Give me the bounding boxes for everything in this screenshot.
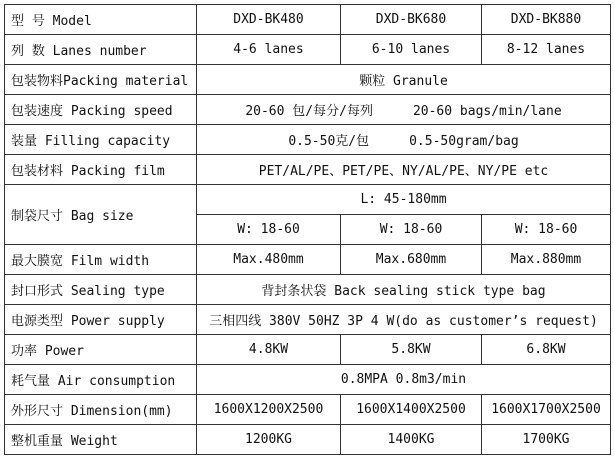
filling-value xyxy=(197,125,611,155)
power-3: 6.8KW xyxy=(482,335,611,365)
model-1: DXD-BK480 xyxy=(197,5,341,35)
label-sealing: 封口形式 Sealing type xyxy=(5,275,197,305)
label-model: 型 号 Model xyxy=(5,5,197,35)
row-power-supply xyxy=(5,305,611,335)
row-sealing xyxy=(5,275,611,305)
dimension-3: 1600X1700X2500 xyxy=(482,395,611,425)
row-film-width xyxy=(5,245,611,275)
row-filling xyxy=(5,125,611,155)
label-power-supply: 电源类型 Power supply xyxy=(5,305,197,335)
label-weight: 整机重量 Weight xyxy=(5,425,197,455)
row-bag-length xyxy=(5,185,611,215)
row-dimension xyxy=(5,395,611,425)
row-power xyxy=(5,335,611,365)
lanes-3: 8-12 lanes xyxy=(482,35,611,65)
label-bag: 制袋尺寸 Bag size xyxy=(5,185,197,245)
power-2: 5.8KW xyxy=(341,335,482,365)
filling-value-cn: 0.5-50克/包 xyxy=(288,134,370,149)
label-material: 包装物料Packing material xyxy=(5,65,197,95)
filling-value-en: 0.5-50gram/bag xyxy=(409,134,519,149)
dimension-2: 1600X1400X2500 xyxy=(341,395,482,425)
label-film-width: 最大膜宽 Film width xyxy=(5,245,197,275)
model-2: DXD-BK680 xyxy=(341,5,482,35)
model-3: DXD-BK880 xyxy=(482,5,611,35)
speed-value xyxy=(197,95,611,125)
label-filling: 装量 Filling capacity xyxy=(5,125,197,155)
bag-width-3: W: 18-60 xyxy=(482,215,611,245)
power-1: 4.8KW xyxy=(197,335,341,365)
weight-3: 1700KG xyxy=(482,425,611,455)
film-width-3: Max.880mm xyxy=(482,245,611,275)
label-speed: 包装速度 Packing speed xyxy=(5,95,197,125)
air-value: 0.8MPA 0.8m3/min xyxy=(197,365,611,395)
row-model xyxy=(5,5,611,35)
power-supply-value: 三相四线 380V 50HZ 3P 4 W(do as customer’s request) xyxy=(197,305,611,335)
label-air: 耗气量 Air consumption xyxy=(5,365,197,395)
film-width-2: Max.680mm xyxy=(341,245,482,275)
row-weight xyxy=(5,425,611,455)
speed-value-en: 20-60 bags/min/lane xyxy=(412,104,562,119)
label-film: 包装材料 Packing film xyxy=(5,155,197,185)
weight-1: 1200KG xyxy=(197,425,341,455)
label-lanes: 列 数 Lanes number xyxy=(5,35,197,65)
bag-width-1: W: 18-60 xyxy=(197,215,341,245)
bag-width-2: W: 18-60 xyxy=(341,215,482,245)
lanes-2: 6-10 lanes xyxy=(341,35,482,65)
film-width-1: Max.480mm xyxy=(197,245,341,275)
film-value: PET/AL/PE、PET/PE、NY/AL/PE、NY/PE etc xyxy=(197,155,611,185)
row-air xyxy=(5,365,611,395)
spec-table xyxy=(4,4,611,455)
dimension-1: 1600X1200X2500 xyxy=(197,395,341,425)
label-power: 功率 Power xyxy=(5,335,197,365)
lanes-1: 4-6 lanes xyxy=(197,35,341,65)
label-dimension: 外形尺寸 Dimension(mm) xyxy=(5,395,197,425)
row-speed xyxy=(5,95,611,125)
row-lanes xyxy=(5,35,611,65)
bag-length: L: 45-180mm xyxy=(197,185,611,215)
weight-2: 1400KG xyxy=(341,425,482,455)
material-value: 颗粒 Granule xyxy=(197,65,611,95)
row-film xyxy=(5,155,611,185)
row-material xyxy=(5,65,611,95)
speed-value-cn: 20-60 包/每分/每列 xyxy=(245,104,373,119)
sealing-value: 背封条状袋 Back sealing stick type bag xyxy=(197,275,611,305)
